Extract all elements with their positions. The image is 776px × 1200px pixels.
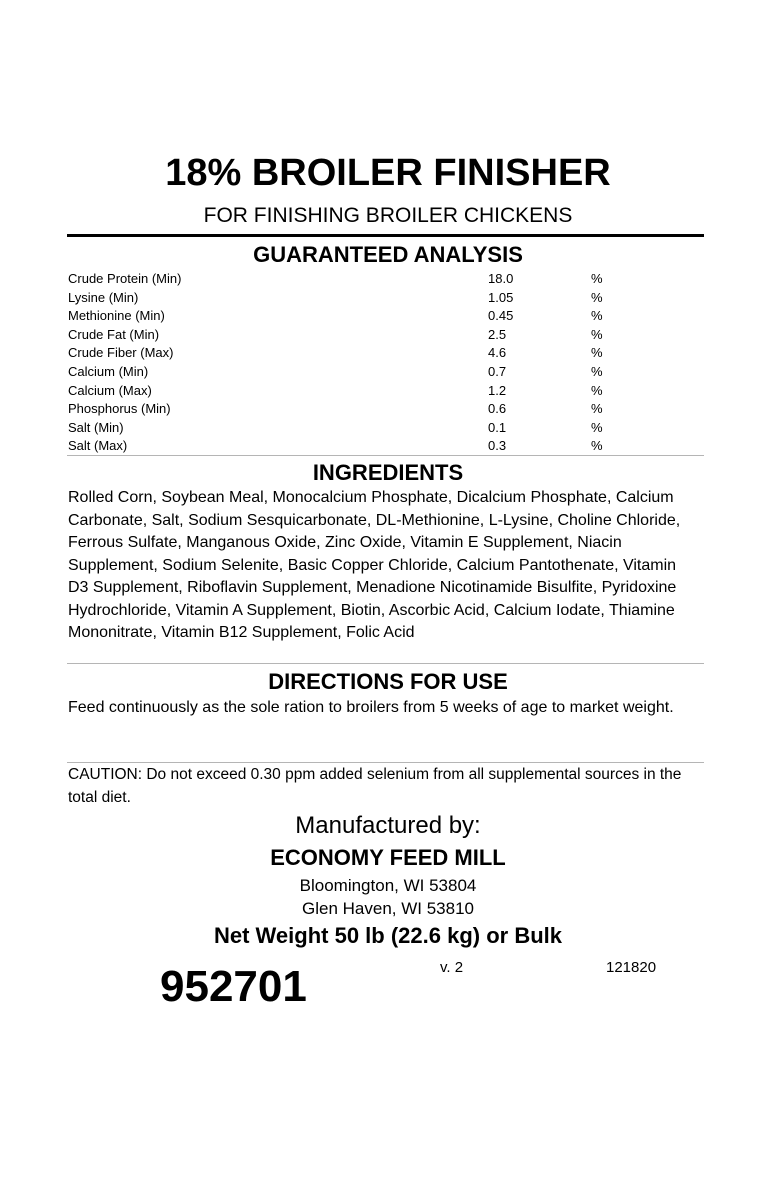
analysis-row	[68, 382, 688, 401]
nutrient-unit: %	[591, 345, 603, 361]
nutrient-unit: %	[591, 419, 603, 435]
nutrient-name: Salt (Min)	[68, 419, 124, 435]
nutrient-unit: %	[591, 363, 603, 379]
nutrient-value: 1.05	[488, 289, 514, 305]
ingredients-divider	[67, 663, 704, 664]
nutrient-value: 0.45	[488, 308, 514, 324]
version-label: v. 2	[440, 959, 464, 976]
title-divider	[67, 234, 704, 237]
nutrient-unit: %	[591, 438, 603, 454]
nutrient-name: Calcium (Max)	[68, 382, 152, 398]
nutrient-value: 4.6	[488, 345, 507, 361]
nutrient-name: Crude Protein (Min)	[68, 271, 182, 286]
manufacturer-address-2: Glen Haven, WI 53810	[302, 899, 474, 918]
analysis-row	[68, 400, 688, 419]
directions-heading: DIRECTIONS FOR USE	[268, 669, 508, 694]
manufacturer-name: ECONOMY FEED MILL	[270, 845, 506, 870]
analysis-row	[68, 363, 688, 382]
nutrient-unit: %	[591, 308, 603, 324]
manufactured-by-label: Manufactured by:	[295, 812, 481, 839]
nutrient-name: Calcium (Min)	[68, 363, 149, 379]
net-weight: Net Weight 50 lb (22.6 kg) or Bulk	[214, 923, 562, 948]
analysis-row	[68, 419, 688, 438]
manufacturer-address-1: Bloomington, WI 53804	[299, 876, 477, 895]
date-code: 121820	[606, 959, 657, 976]
nutrient-name: Methionine (Min)	[68, 308, 165, 324]
analysis-row	[68, 344, 688, 363]
nutrient-name: Crude Fat (Min)	[68, 326, 160, 342]
caution-text: CAUTION: Do not exceed 0.30 ppm added selenium from all supplemental sources in the total diet.	[68, 766, 682, 806]
nutrient-value: 0.7	[488, 363, 507, 379]
analysis-row	[68, 326, 688, 345]
guaranteed-analysis-table	[68, 270, 688, 456]
nutrient-name: Phosphorus (Min)	[68, 401, 171, 417]
nutrient-value: 1.2	[488, 382, 507, 398]
nutrient-value: 0.6	[488, 401, 507, 417]
directions-divider	[67, 762, 704, 763]
analysis-row	[68, 289, 688, 308]
ingredients-heading: INGREDIENTS	[312, 460, 464, 485]
nutrient-value: 18.0	[488, 271, 514, 286]
analysis-row	[68, 307, 688, 326]
nutrient-unit: %	[591, 401, 603, 417]
nutrient-name: Crude Fiber (Max)	[68, 345, 174, 361]
analysis-row	[68, 437, 688, 456]
nutrient-value: 0.3	[488, 438, 507, 454]
nutrient-name: Salt (Max)	[68, 438, 128, 454]
nutrient-name: Lysine (Min)	[68, 289, 139, 305]
guaranteed-analysis-heading: GUARANTEED ANALYSIS	[253, 242, 523, 267]
nutrient-unit: %	[591, 289, 603, 305]
ingredients-text: Rolled Corn, Soybean Meal, Monocalcium Phosphate, Dicalcium Phosphate, Calcium Carbonate, Salt, Sodium Sesquicarbonate, DL-Methionine, L-Lysine, Choline Chloride, Ferrous Sulfate, Manganous Oxide, Zinc Oxide, Vitamin E Supplement, Niacin Supplement, Sodium Selenite, Basic Copper Chloride, Calcium Pantothenate, Vitamin D3 Supplement, Riboflavin Supplement, Menadione Nicotinamide Bisulfite, Pyridoxine Hydrochloride, Vitamin A Supplement, Biotin, Ascorbic Acid, Calcium Iodate, Thiamine Mononitrate, Vitamin B12 Supplement, Folic Acid	[68, 489, 681, 641]
product-subtitle: FOR FINISHING BROILER CHICKENS	[203, 204, 573, 227]
nutrient-unit: %	[591, 271, 603, 286]
directions-text: Feed continuously as the sole ration to broilers from 5 weeks of age to market weight.	[68, 699, 674, 716]
analysis-divider	[67, 455, 704, 456]
nutrient-unit: %	[591, 326, 603, 342]
nutrient-unit: %	[591, 382, 603, 398]
nutrient-value: 2.5	[488, 326, 507, 342]
analysis-row	[68, 270, 688, 289]
product-title: 18% BROILER FINISHER	[165, 152, 611, 194]
nutrient-value: 0.1	[488, 419, 507, 435]
lot-number: 952701	[160, 962, 307, 1011]
